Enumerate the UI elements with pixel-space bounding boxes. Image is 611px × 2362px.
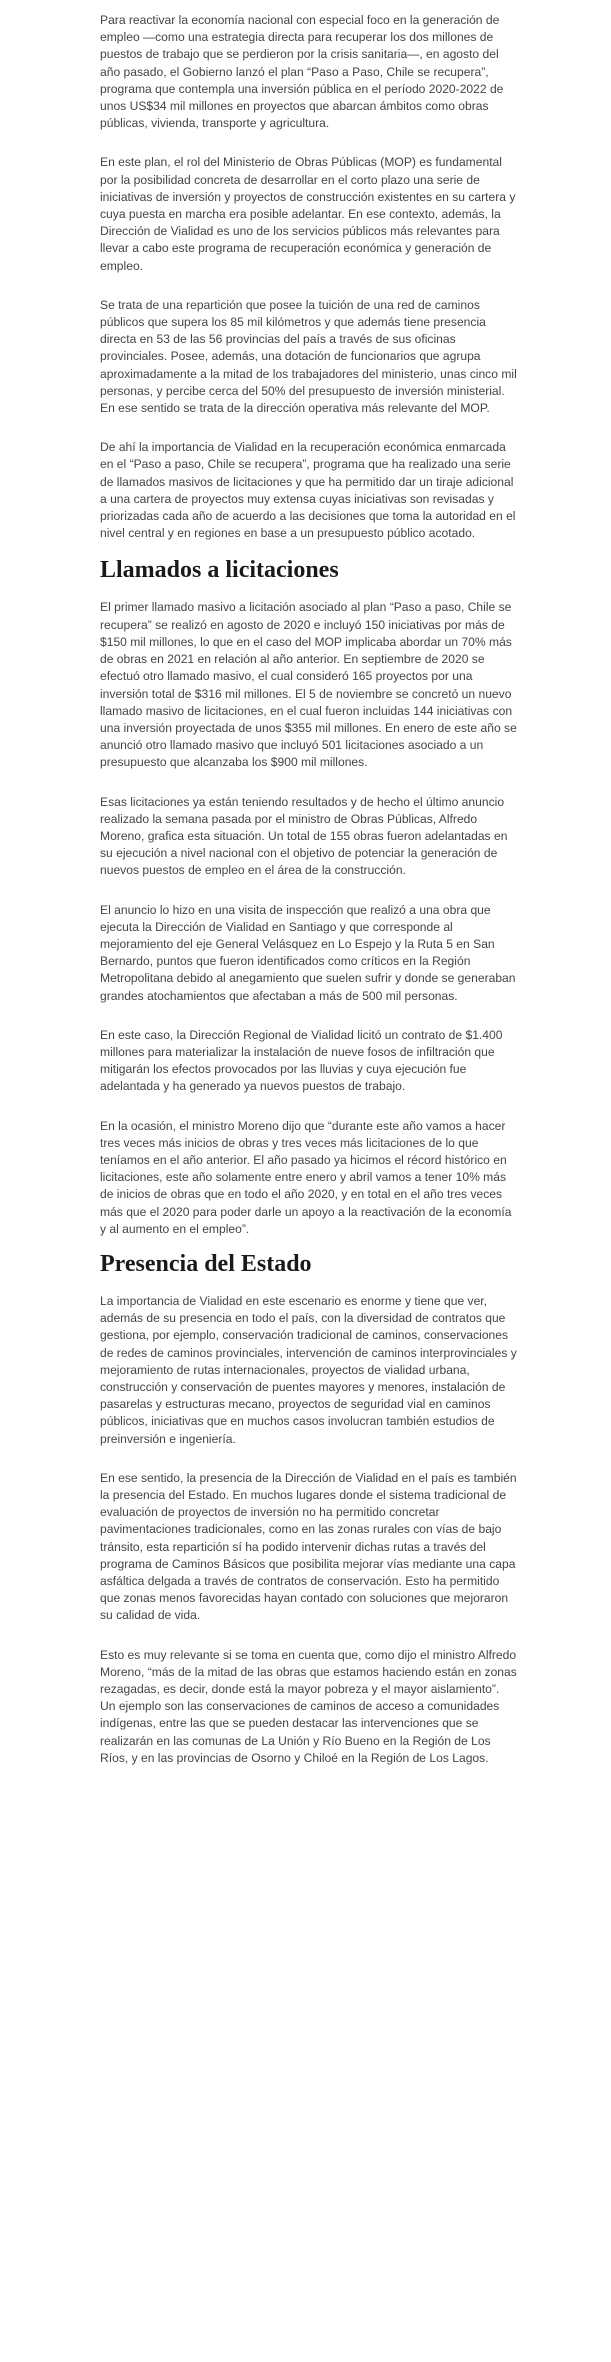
section-heading-presencia: Presencia del Estado bbox=[100, 1250, 312, 1277]
paragraph: Se trata de una repartición que posee la tuición de una red de caminos públicos que supera los 85 mil kilómetros y que además tiene presencia directa en 53 de las 56 provincias del país a través de sus oficinas provinciales. Posee, además, una dotación de funcionarios que agrupa aproximadamente a la mitad de los trabajadores del ministerio, unas cinco mil personas, y percibe cerca del 50% del presupuesto de inversión ministerial. En ese sentido se trata de la dirección operativa más relevante del MOP. bbox=[100, 297, 517, 416]
paragraph: La importancia de Vialidad en este escenario es enorme y tiene que ver, además de su presencia en todo el país, con la diversidad de contratos que gestiona, por ejemplo, conservación tradicional de caminos, conservaciones de redes de caminos provinciales, intervención de caminos interprovinciales y mejoramiento de rutas internacionales, proyectos de vialidad urbana, construcción y conservación de puentes mayores y menores, instalación de pasarelas y estructuras mecano, proyectos de seguridad vial en caminos públicos, iniciativas que en muchos casos involucran también estudios de preinversión e ingeniería. bbox=[100, 1293, 517, 1446]
paragraph: En la ocasión, el ministro Moreno dijo que “durante este año vamos a hacer tres veces más inicios de obras y tres veces más licitaciones de lo que teníamos en el año anterior. El año pasado ya hicimos el récord histórico en licitaciones, este año solamente entre enero y abril vamos a tener 10% más de inicios de obras que en todo el año 2020, y en total en el año tres veces más que el 2020 para poder darle un apoyo a la reactivación de la economía y al aumento en el empleo”. bbox=[100, 1118, 512, 1236]
paragraph: De ahí la importancia de Vialidad en la recuperación económica enmarcada en el “Paso a paso, Chile se recupera”, programa que ha realizado una serie de llamados masivos de licitaciones y que ha permitido dar un tiraje adicional a una cartera de proyectos muy extensa cuyas iniciativas son revisadas y priorizadas cada año de acuerdo a las decisiones que toma la autoridad en el nivel central y en regiones en base a un presupuesto público acotado. bbox=[100, 440, 516, 541]
paragraph: Para reactivar la economía nacional con especial foco en la generación de empleo —como una estrategia directa para recuperar los dos millones de puestos de trabajo que se perdieron por la crisis sanitaria—, en agosto del año pasado, el Gobierno lanzó el plan “Paso a Paso, Chile se recupera”, programa que contempla una inversión pública en el período 2020-2022 de unos US$34 mil millones en proyectos que abarcan ámbitos como obras públicas, vivienda, transporte y agricultura. bbox=[100, 13, 504, 131]
section-heading-llamados: Llamados a licitaciones bbox=[100, 557, 339, 584]
paragraph: El anuncio lo hizo en una visita de inspección que realizó a una obra que ejecuta la Dirección de Vialidad en Santiago y que corresponde al mejoramiento del eje General Velásquez en Lo Espejo y la Ruta 5 en San Bernardo, puntos que fueron identificados como críticos en la Región Metropolitana debido al anegamiento que suelen sufrir y donde se generaban grandes atochamientos que afectaban a más de 500 mil personas. bbox=[100, 902, 516, 1003]
paragraph: Esas licitaciones ya están teniendo resultados y de hecho el último anuncio realizado la semana pasada por el ministro de Obras Públicas, Alfredo Moreno, grafica esta situación. Un total de 155 obras fueron adelantadas en su ejecución a nivel nacional con el objetivo de potenciar la generación de nuevos puestos de empleo en el área de la construcción. bbox=[100, 794, 508, 878]
paragraph: En este plan, el rol del Ministerio de Obras Públicas (MOP) es fundamental por la posibilidad concreta de desarrollar en el corto plazo una serie de iniciativas de inversión y proyectos de construcción existentes en su cartera y cuya puesta en marcha era posible adelantar. En ese contexto, además, la Dirección de Vialidad es uno de los servicios públicos más relevantes para llevar a cabo este programa de recuperación económica y generación de empleo. bbox=[100, 155, 516, 273]
article-body bbox=[100, 12, 518, 1789]
paragraph: En este caso, la Dirección Regional de Vialidad licitó un contrato de $1.400 millones para materializar la instalación de nueve fosos de infiltración que mitigarán los efectos provocados por las lluvias y cuya ejecución fue adelantada y ha generado ya nuevos puestos de trabajo. bbox=[100, 1027, 503, 1094]
paragraph: Esto es muy relevante si se toma en cuenta que, como dijo el ministro Alfredo Moreno, “más de la mitad de las obras que estamos haciendo están en zonas rezagadas, es decir, donde está la mayor pobreza y el mayor aislamiento”. Un ejemplo son las conservaciones de caminos de acceso a comunidades indígenas, entre las que se pueden destacar las intervenciones que se realizarán en las comunas de La Unión y Río Bueno en la Región de Los Ríos, y en las provincias de Osorno y Chiloé en la Región de Los Lagos. bbox=[100, 1647, 517, 1765]
paragraph: El primer llamado masivo a licitación asociado al plan “Paso a paso, Chile se recupera” se realizó en agosto de 2020 e incluyó 150 iniciativas por más de $150 mil millones, lo que en el caso del MOP implicaba abordar un 70% más de obras en 2021 en relación al año anterior. En septiembre de 2020 se efectuó otro llamado masivo, el cual consideró 165 proyectos por una inversión total de $316 mil millones. El 5 de noviembre se concretó un nuevo llamado masivo de licitaciones, en el cual fueron incluidas 144 iniciativas con una inversión proyectada de unos $355 mil millones. En enero de este año se anunció otro llamado masivo que incluyó 501 licitaciones asociado a un presupuesto que alcanzaba los $900 mil millones. bbox=[100, 600, 517, 770]
paragraph: En ese sentido, la presencia de la Dirección de Vialidad en el país es también la presencia del Estado. En muchos lugares donde el sistema tradicional de evaluación de proyectos de inversión no ha permitido concretar pavimentaciones tradicionales, como en las zonas rurales con vías de bajo tránsito, esta repartición sí ha podido intervenir dichas rutas a través del programa de Caminos Básicos que posibilita mejorar vías mediante una capa asfáltica delgada a través de contratos de conservación. Esto ha permitido que zonas menos favorecidas hayan contado con soluciones que mejoraron su calidad de vida. bbox=[100, 1470, 517, 1623]
